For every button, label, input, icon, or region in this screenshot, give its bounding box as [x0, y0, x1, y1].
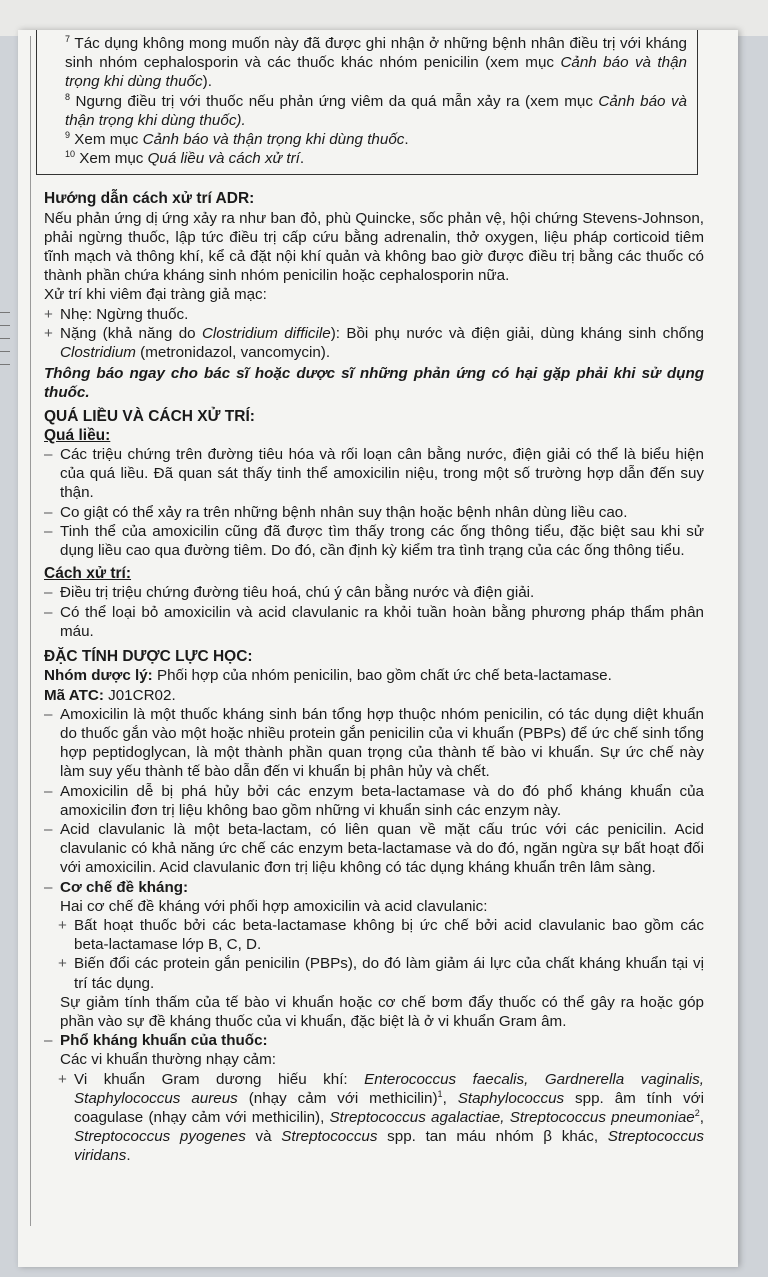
overdose-subheading: Quá liều: — [44, 426, 111, 444]
pharma-item-1: – Amoxicilin là một thuốc kháng sinh bán tổng hợp thuộc nhóm penicilin, có tác dụng diệt khuẩn do thuốc gắn vào một hoặc nhiều protein gắn penicilin của vi khuẩn (PBPs) để ức chế sinh tổng hợp peptidoglycan, là một thành phần quan trọng của thành tế bào vi khuẩn. Sự ức chế này làm suy yếu thành tế bào dẫn đến vi khuẩn bị phân hủy và chết. — [44, 705, 704, 781]
footnote-7: $^7$ Tác dụng không mong muốn này đã được ghi nhận ở những bệnh nhân điều trị với kháng sinh nhóm cephalosporin và các thuốc khác nhóm penicilin (xem mục Cảnh báo và thận trọng khi dùng thuốc). — [65, 34, 687, 91]
margin-line — [30, 36, 31, 1226]
treatment-subheading: Cách xử trí: — [44, 565, 132, 583]
resistance-intro: Hai cơ chế đề kháng với phối hợp amoxicilin và acid clavulanic: — [60, 897, 488, 915]
resistance-item-1: + Bất hoạt thuốc bởi các beta-lactamase không bị ức chế bởi acid clavulanic bao gồm các beta-lactamase lớp B, C, D. — [58, 916, 704, 954]
footnote-10: $^{10}$ Xem mục Quá liều và cách xử trí. — [65, 149, 305, 168]
colitis-severe: + Nặng (khả năng do Clostridium difficile): Bồi phụ nước và điện giải, dùng kháng sinh chống Clostridium (metronidazol, vancomycin). — [44, 324, 704, 362]
atc-code: Mã ATC: J01CR02. — [44, 686, 176, 704]
treatment-item-2: – Có thể loại bỏ amoxicilin và acid clavulanic ra khỏi tuần hoàn bằng phương pháp thẩm phân máu. — [44, 603, 704, 640]
pharma-item-3: – Acid clavulanic là một beta-lactam, có liên quan về mặt cấu trúc với các penicilin. Acid clavulanic có khả năng ức chế các enzym beta-lactamase và do đó, ngăn ngừa sự bất hoạt đối với amoxicilin. Acid clavulanic đơn trị liệu không có tác dụng kháng khuẩn trên lâm sàng. — [44, 820, 704, 877]
colitis-intro: Xử trí khi viêm đại tràng giả mạc: — [44, 286, 267, 304]
footnote-box — [36, 30, 698, 175]
pharmacology-group: Nhóm dược lý: Phối hợp của nhóm penicilin, bao gồm chất ức chế beta-lactamase. — [44, 667, 612, 685]
spectrum-intro: Các vi khuẩn thường nhạy cảm: — [60, 1051, 276, 1069]
adr-heading: Hướng dẫn cách xử trí ADR: — [44, 190, 255, 208]
adr-paragraph: Nếu phản ứng dị ứng xảy ra như ban đỏ, phù Quincke, sốc phản vệ, hội chứng Stevens-Johnson, phải ngừng thuốc, lập tức điều trị cấp cứu bằng adrenalin, thở oxygen, liệu pháp corticoid tiêm tĩnh mạch và thông khí, kể cả đặt nội khí quản và không bao giờ được điều trị bằng các thuốc có thành phần chứa kháng sinh nhóm penicilin hoặc cephalosporin nữa. — [44, 209, 704, 285]
treatment-item-1: – Điều trị triệu chứng đường tiêu hoá, chú ý cân bằng nước và điện giải. — [44, 584, 535, 602]
overdose-item-1: – Các triệu chứng trên đường tiêu hóa và rối loạn cân bằng nước, điện giải có thể là biểu hiện của quá liều. Đã quan sát thấy tinh thể amoxicilin niệu, trong một số trường hợp dẫn đến suy thận. — [44, 446, 704, 502]
gram-positive-item: + Vi khuẩn Gram dương hiếu khí: Enterococcus faecalis, Gardnerella vaginalis, Staphylococcus aureus (nhạy cảm với methicilin)$^1$, Staphylococcus spp. âm tính với coagulase (nhạy cảm với methicilin), Streptococcus agalactiae, Streptococcus pneumoniae$^2$, Streptococcus pyogenes và Streptococcus spp. tan máu nhóm β khác, Streptococcus viridans. — [58, 1070, 704, 1165]
spectrum-heading: – Phổ kháng khuẩn của thuốc: — [44, 1032, 268, 1050]
footnote-8: $^8$ Ngưng điều trị với thuốc nếu phản ứng viêm da quá mẫn xảy ra (xem mục Cảnh báo và thận trọng khi dùng thuốc). — [65, 91, 687, 129]
footnote-9: $^9$ Xem mục Cảnh báo và thận trọng khi dùng thuốc. — [65, 130, 409, 149]
overdose-heading: QUÁ LIỀU VÀ CÁCH XỬ TRÍ: — [44, 407, 255, 425]
pharmacology-heading: ĐẶC TÍNH DƯỢC LỰC HỌC: — [44, 648, 253, 666]
resistance-item-2: + Biến đổi các protein gắn penicilin (PBPs), do đó làm giảm ái lực của chất kháng khuẩn tại vị trí tác dụng. — [58, 955, 704, 992]
resistance-paragraph: Sự giảm tính thấm của tế bào vi khuẩn hoặc cơ chế bơm đẩy thuốc có thể gây ra hoặc góp phần vào sự đề kháng thuốc của vi khuẩn, đặc biệt là ở vi khuẩn Gram âm. — [60, 993, 704, 1030]
resistance-heading: – Cơ chế đề kháng: — [44, 878, 189, 896]
document-content — [44, 30, 704, 1166]
colitis-mild: + Nhẹ: Ngừng thuốc. — [44, 305, 189, 323]
overdose-item-3: – Tinh thể của amoxicilin cũng đã được tìm thấy trong các ống thông tiểu, đặc biệt sau khi sử dụng liều cao qua đường tiêm. Do đó, cần định kỳ kiểm tra tình trạng của các ống thông tiểu. — [44, 522, 704, 560]
edge-marks — [0, 300, 12, 377]
notice-text: Thông báo ngay cho bác sĩ hoặc dược sĩ những phản ứng có hại gặp phải khi sử dụng thuốc. — [44, 365, 704, 402]
pharma-item-2: – Amoxicilin dễ bị phá hủy bởi các enzym beta-lactamase và do đó phổ kháng khuẩn của amoxicilin đơn trị liệu không bao gồm những vi khuẩn sinh các enzym này. — [44, 782, 704, 819]
overdose-item-2: – Co giật có thể xảy ra trên những bệnh nhân suy thận hoặc bệnh nhân dùng liều cao. — [44, 503, 628, 521]
